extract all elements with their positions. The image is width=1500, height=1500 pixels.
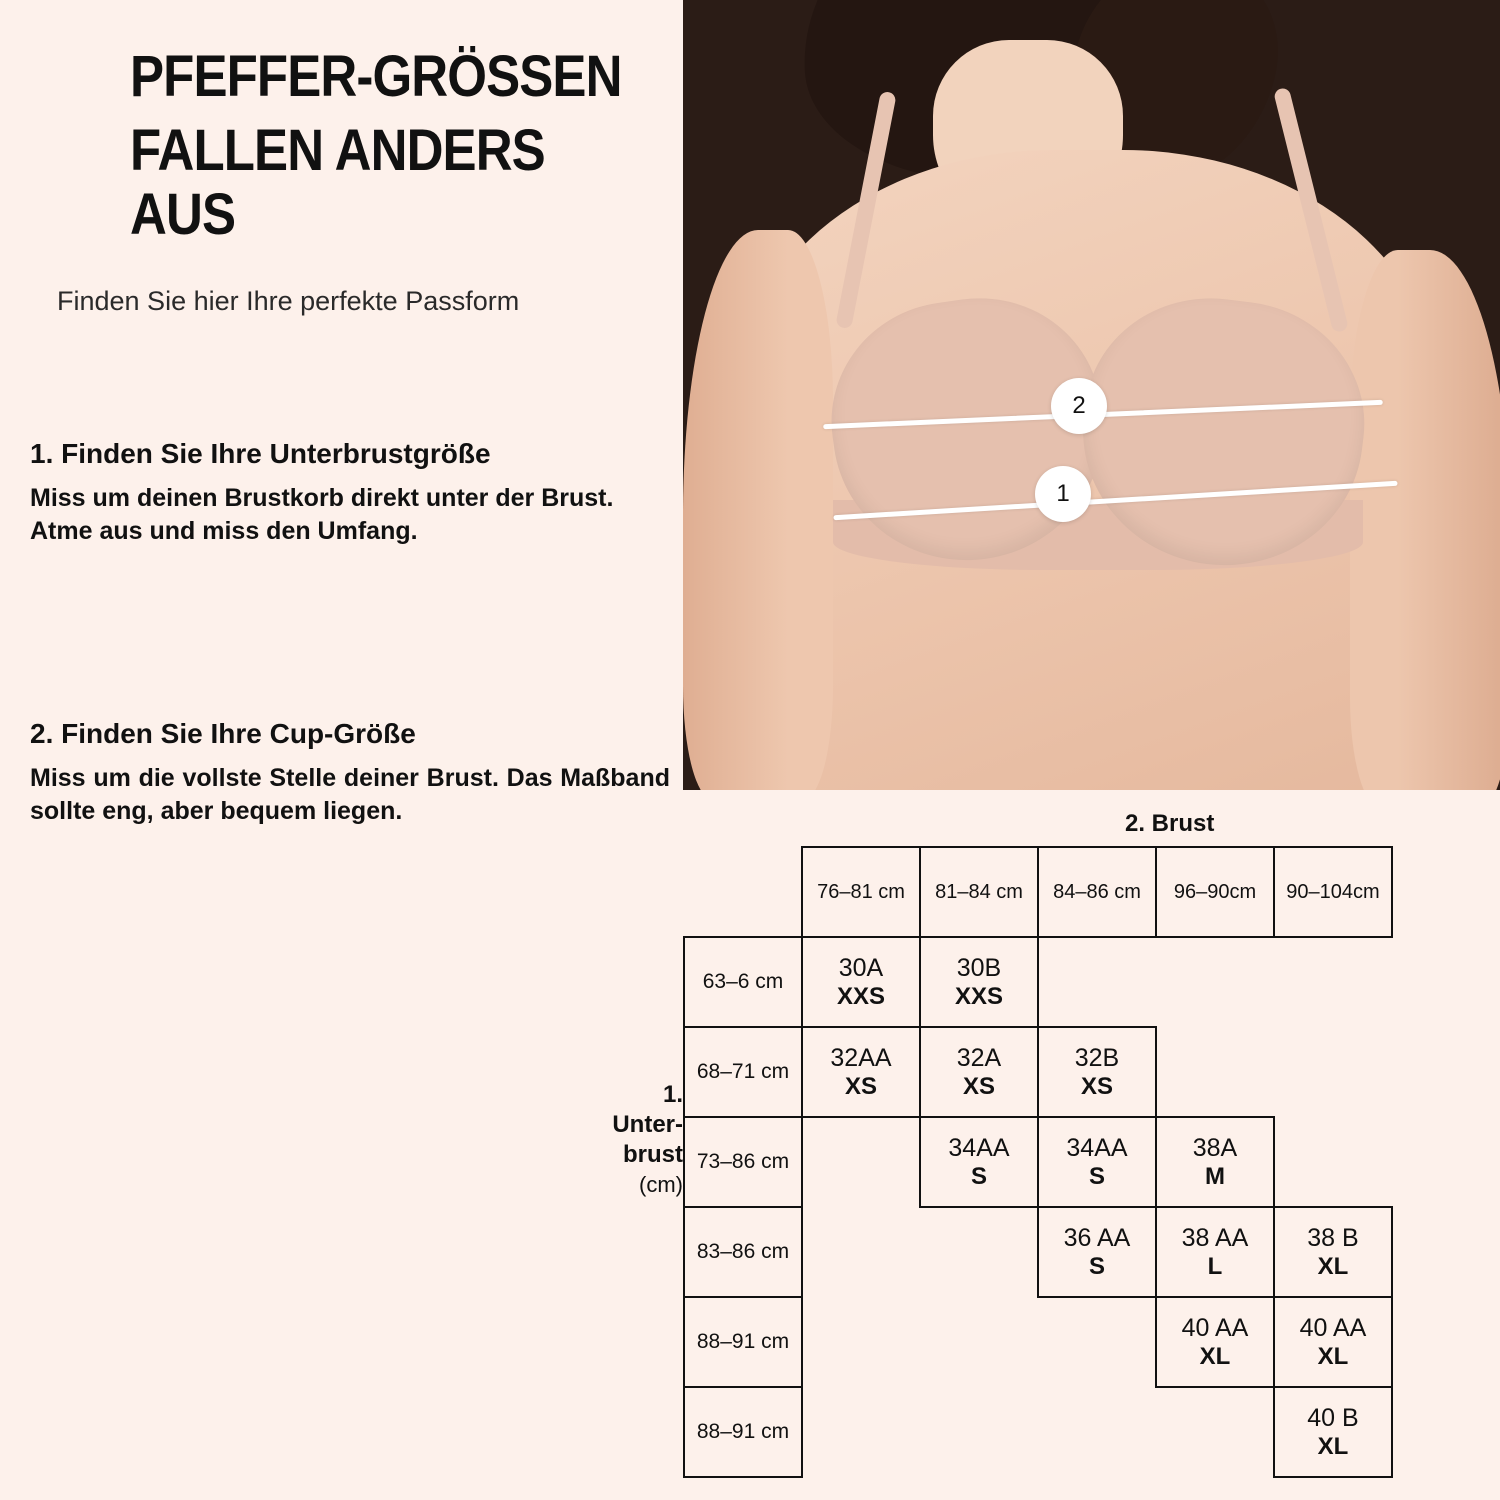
size-cell <box>920 1027 1038 1117</box>
size-cell-letter: XL <box>1317 1342 1349 1370</box>
size-cell-letter: XXS <box>836 982 886 1010</box>
table-column-header: 81–84 cm <box>920 847 1038 937</box>
size-cell-letter: S <box>1088 1252 1105 1280</box>
size-cell-size: 30A <box>838 953 884 982</box>
size-cell-letter: XXS <box>954 982 1004 1010</box>
size-cell-letter: XL <box>1317 1252 1349 1280</box>
table-row <box>684 1117 1392 1207</box>
table-column-axis-label: 2. Brust <box>1125 810 1215 837</box>
size-cell-empty <box>802 1207 920 1297</box>
size-cell <box>802 1027 920 1117</box>
size-cell-letter: XS <box>1080 1072 1113 1100</box>
size-cell-empty <box>920 1387 1038 1477</box>
size-cell-size: 32B <box>1074 1043 1120 1072</box>
size-cell-empty <box>1156 1387 1274 1477</box>
step-1 <box>30 438 730 548</box>
model-photo <box>683 0 1500 790</box>
table-row <box>684 1027 1392 1117</box>
size-cell-empty <box>1156 937 1274 1027</box>
table-column-header: 76–81 cm <box>802 847 920 937</box>
step-1-body: Miss um deinen Brustkorb direkt unter der Brust. Atme aus und miss den Umfang. <box>30 484 614 545</box>
size-cell-empty <box>920 1297 1038 1387</box>
step-1-title: 1. Finden Sie Ihre Unterbrustgröße <box>30 438 491 469</box>
size-cell-letter: S <box>970 1162 987 1190</box>
table-row-header: 68–71 cm <box>684 1027 802 1117</box>
size-cell <box>1274 1297 1392 1387</box>
title-line-2: FALLEN ANDERS AUS <box>130 117 545 247</box>
size-cell <box>1156 1297 1274 1387</box>
size-cell-empty <box>802 1297 920 1387</box>
size-chart-table <box>683 846 1393 1478</box>
size-cell <box>1038 1027 1156 1117</box>
table-row-header: 63–6 cm <box>684 937 802 1027</box>
size-cell-empty <box>1038 1387 1156 1477</box>
size-cell-empty <box>920 1207 1038 1297</box>
page-title <box>130 45 623 246</box>
size-cell-letter: M <box>1205 1162 1225 1190</box>
size-cell-empty <box>1156 1027 1274 1117</box>
table-row <box>684 1387 1392 1477</box>
size-cell-empty <box>1038 937 1156 1027</box>
table-row-axis-label: 1. Unter- brust (cm) <box>612 1081 683 1197</box>
size-cell <box>1038 1117 1156 1207</box>
size-cell-size: 32AA <box>830 1043 892 1072</box>
size-cell-size: 30B <box>956 953 1002 982</box>
table-column-header: 96–90cm <box>1156 847 1274 937</box>
size-cell <box>802 937 920 1027</box>
table-row-header: 73–86 cm <box>684 1117 802 1207</box>
table-row-axis-unit: (cm) <box>639 1172 683 1197</box>
size-cell-size: 38 B <box>1307 1223 1359 1252</box>
size-cell-empty <box>1274 1027 1392 1117</box>
size-cell-size: 38 AA <box>1181 1223 1249 1252</box>
table-row-header: 88–91 cm <box>684 1297 802 1387</box>
size-cell-empty <box>802 1387 920 1477</box>
size-cell-empty <box>1038 1297 1156 1387</box>
badge-1-label: 1 <box>1056 480 1070 507</box>
badge-2-marker <box>1051 378 1107 434</box>
step-2-body: Miss um die vollste Stelle deiner Brust. Das Maßband sollte eng, aber bequem liegen. <box>30 764 670 825</box>
size-cell <box>1274 1387 1392 1477</box>
size-cell-letter: XS <box>844 1072 877 1100</box>
table-row-header: 83–86 cm <box>684 1207 802 1297</box>
step-2 <box>30 718 670 828</box>
model-arm-right <box>1350 250 1500 790</box>
size-cell <box>1156 1117 1274 1207</box>
size-cell-size: 40 AA <box>1181 1313 1249 1342</box>
size-cell-letter: XL <box>1317 1432 1349 1460</box>
table-corner-cell <box>684 847 802 937</box>
size-cell-letter: S <box>1088 1162 1105 1190</box>
size-cell-empty <box>1274 937 1392 1027</box>
size-cell-size: 40 B <box>1307 1403 1359 1432</box>
size-cell-letter: L <box>1207 1252 1223 1280</box>
size-cell-letter: XS <box>962 1072 995 1100</box>
size-cell-size: 34AA <box>1066 1133 1128 1162</box>
size-cell-size: 36 AA <box>1063 1223 1131 1252</box>
table-row-header: 88–91 cm <box>684 1387 802 1477</box>
table-row <box>684 1207 1392 1297</box>
size-cell <box>1038 1207 1156 1297</box>
size-cell-letter: XL <box>1199 1342 1231 1370</box>
table-row <box>684 937 1392 1027</box>
size-cell <box>920 1117 1038 1207</box>
step-2-title: 2. Finden Sie Ihre Cup-Größe <box>30 718 416 749</box>
title-line-1: PFEFFER-GRÖSSEN <box>130 44 622 109</box>
size-cell <box>920 937 1038 1027</box>
size-cell-empty <box>802 1117 920 1207</box>
page-subtitle: Finden Sie hier Ihre perfekte Passform <box>57 286 520 316</box>
size-cell <box>1274 1207 1392 1297</box>
badge-1-marker <box>1035 466 1091 522</box>
size-cell-size: 34AA <box>948 1133 1010 1162</box>
table-column-header: 84–86 cm <box>1038 847 1156 937</box>
size-cell-empty <box>1274 1117 1392 1207</box>
size-cell-size: 38A <box>1192 1133 1238 1162</box>
table-column-header: 90–104cm <box>1274 847 1392 937</box>
size-cell-size: 32A <box>956 1043 1002 1072</box>
size-cell-size: 40 AA <box>1299 1313 1367 1342</box>
badge-2-label: 2 <box>1072 392 1086 419</box>
table-row <box>684 1297 1392 1387</box>
table-header-row <box>684 847 1392 937</box>
size-cell <box>1156 1207 1274 1297</box>
